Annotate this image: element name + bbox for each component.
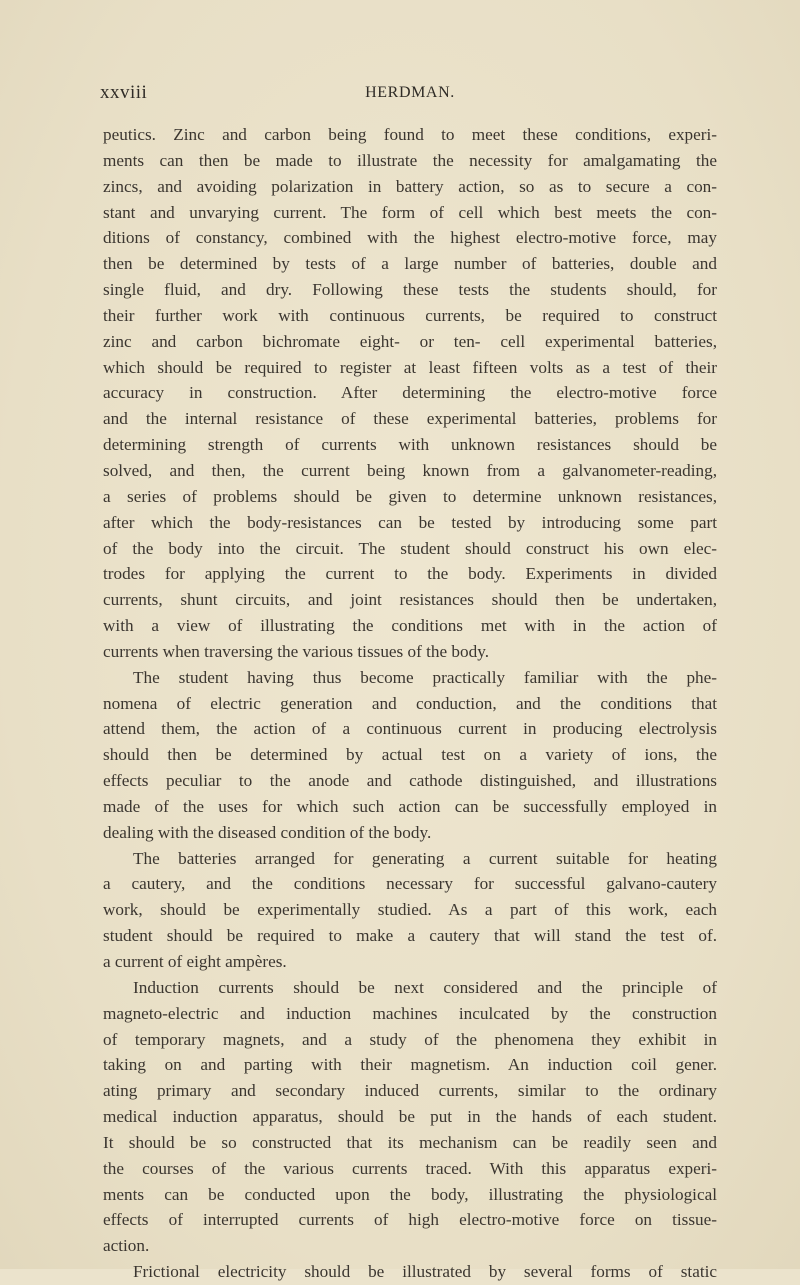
text-line: currents when traversing the various tissues of the body. bbox=[103, 641, 489, 661]
text-line: solved, and then, the current being known from a galvanometer-reading, bbox=[103, 460, 717, 480]
text-line: accuracy in construction. After determining the electro-motive force bbox=[103, 383, 717, 403]
text-line: dealing with the diseased condition of the body. bbox=[103, 822, 432, 842]
paragraph bbox=[103, 846, 717, 975]
running-header bbox=[100, 82, 720, 106]
text-line: ating primary and secondary induced currents, similar to the ordinary bbox=[103, 1081, 717, 1101]
text-line: zinc and carbon bichromate eight- or ten- cell experimental batteries, bbox=[103, 331, 717, 351]
text-line: of temporary magnets, and a study of the phenomena they exhibit in bbox=[103, 1029, 717, 1049]
text-line: with a view of illustrating the conditions met with in the action of bbox=[103, 616, 717, 636]
running-title: HERDMAN. bbox=[365, 84, 455, 101]
text-line: stant and unvarying current. The form of cell which best meets the con- bbox=[103, 202, 717, 222]
text-line: The student having thus become practically familiar with the phe- bbox=[133, 667, 717, 687]
text-line: and the internal resistance of these experimental batteries, problems for bbox=[103, 409, 717, 429]
paragraph bbox=[103, 665, 717, 846]
text-line: of the body into the circuit. The student should construct his own elec- bbox=[103, 538, 717, 558]
text-line: action. bbox=[103, 1236, 150, 1256]
text-line: which should be required to register at least fifteen volts as a test of their bbox=[103, 357, 717, 377]
text-line: student should be required to make a cautery that will stand the test of. bbox=[103, 926, 717, 946]
text-line: a series of problems should be given to determine unknown resistances, bbox=[103, 486, 717, 506]
text-line: the courses of the various currents traced. With this apparatus experi- bbox=[103, 1158, 717, 1178]
text-line: determining strength of currents with unknown resistances should be bbox=[103, 435, 717, 455]
text-line: trodes for applying the current to the body. Experiments in divided bbox=[103, 564, 717, 584]
text-line: peutics. Zinc and carbon being found to meet these conditions, experi- bbox=[103, 125, 717, 144]
text-line: It should be so constructed that its mechanism can be readily seen and bbox=[103, 1132, 717, 1152]
text-line: after which the body-resistances can be tested by introducing some part bbox=[103, 512, 717, 532]
text-line: The batteries arranged for generating a current suitable for heating bbox=[133, 848, 717, 868]
text-line: effects of interrupted currents of high electro-motive force on tissue- bbox=[103, 1210, 717, 1230]
paragraph bbox=[103, 1259, 717, 1285]
text-line: a cautery, and the conditions necessary for successful galvano-cautery bbox=[103, 874, 717, 894]
text-line: nomena of electric generation and conduction, and the conditions that bbox=[103, 693, 717, 713]
text-line: their further work with continuous currents, be required to construct bbox=[103, 305, 717, 325]
text-line: effects peculiar to the anode and cathode distinguished, and illustrations bbox=[103, 771, 717, 791]
body-text bbox=[103, 122, 717, 1285]
text-line: ditions of constancy, combined with the highest electro-motive force, may bbox=[103, 228, 717, 248]
text-line: currents, shunt circuits, and joint resistances should then be undertaken, bbox=[103, 590, 717, 610]
text-line: should then be determined by actual test on a variety of ions, the bbox=[103, 745, 717, 765]
text-line: Induction currents should be next considered and the principle of bbox=[133, 977, 717, 997]
text-line: work, should be experimentally studied. As a part of this work, each bbox=[103, 900, 717, 920]
text-line: ments can be conducted upon the body, illustrating the physiological bbox=[103, 1184, 717, 1204]
text-line: magneto-electric and induction machines inculcated by the construction bbox=[103, 1003, 717, 1023]
text-line: made of the uses for which such action can be successfully employed in bbox=[103, 796, 717, 816]
text-line: Frictional electricity should be illustrated by several forms of static bbox=[133, 1262, 717, 1282]
page-number: xxviii bbox=[100, 82, 148, 103]
paragraph bbox=[103, 122, 717, 665]
text-line: taking on and parting with their magnetism. An induction coil gener. bbox=[103, 1055, 717, 1075]
text-line: single fluid, and dry. Following these tests the students should, for bbox=[103, 280, 717, 300]
text-line: ments can then be made to illustrate the necessity for amalgamating the bbox=[103, 150, 717, 170]
text-line: then be determined by tests of a large number of batteries, double and bbox=[103, 254, 717, 274]
paragraph bbox=[103, 975, 717, 1259]
text-line: attend them, the action of a continuous current in producing electrolysis bbox=[103, 719, 717, 739]
text-line: medical induction apparatus, should be put in the hands of each student. bbox=[103, 1107, 717, 1127]
text-line: a current of eight ampères. bbox=[103, 952, 287, 971]
text-line: zincs, and avoiding polarization in battery action, so as to secure a con- bbox=[103, 176, 717, 196]
